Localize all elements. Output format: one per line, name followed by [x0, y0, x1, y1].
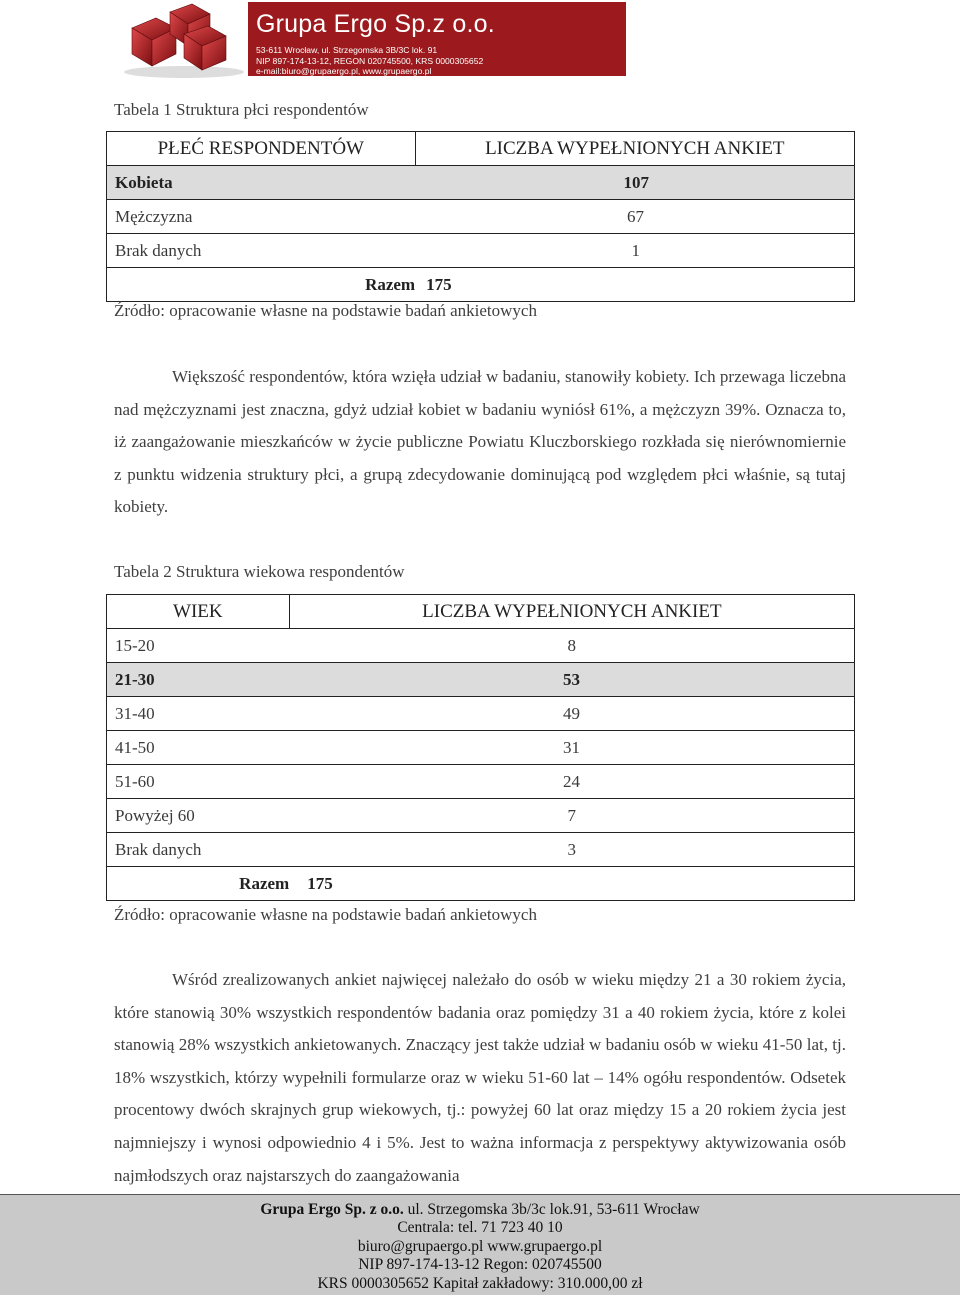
- row-label: 31-40: [107, 697, 290, 731]
- row-value: 107: [415, 166, 854, 200]
- paragraph-gender: [114, 361, 846, 524]
- footer-address: ul. Strzegomska 3b/3c lok.91, 53-611 Wrocław: [403, 1201, 700, 1218]
- table2-caption: Tabela 2 Struktura wiekowa respondentów: [114, 562, 405, 581]
- paragraph-text: Wśród zrealizowanych ankiet najwięcej należało do osób w wieku między 21 a 30 rokiem życia, które stanowią 30% wszystkich respondentów badania oraz pomiędzy 31 a 40 rokiem życia, które z kolei stanowią 28% wszystkich ankietowanych. Znaczący jest także udział w badaniu osób w wieku 41-50 lat, tj. 18% wszystkich, którzy wypełnili formularze oraz w wieku 51-60 lat – 14% ogółu respondentów. Odsetek procentowy dwóch skrajnych grup wiekowych, tj.: powyżej 60 lat oraz między 15 a 20 rokiem życia jest najmniejszy i wynosi odpowiednio 4 i 5%. Jest to ważna informacja z perspektywy aktywizowania osób najmłodszych oraz najstarszych do zaangażowania: [114, 970, 846, 1185]
- paragraph-text: Większość respondentów, która wzięła udział w badaniu, stanowiły kobiety. Ich przewaga liczebna nad mężczyznami jest znaczna, gdyż udział kobiet w badaniu wyniósł 61%, a mężczyzn 39%. Oznacza to, iż zaangażowanie mieszkańców w życie publiczne Powiatu Kluczborskiego rozkłada się nierównomiernie z punktu widzenia struktury płci, a grupą zdecydowanie dominującą pod względem płci właśnie, są tutaj kobiety.: [114, 367, 846, 517]
- row-label: 51-60: [107, 765, 290, 799]
- row-label: 21-30: [107, 663, 290, 697]
- total-row: [107, 268, 855, 302]
- row-label: 41-50: [107, 731, 290, 765]
- row-label: Kobieta: [107, 166, 416, 200]
- paragraph-age: [114, 964, 846, 1192]
- table-row: [107, 697, 855, 731]
- total-value: 175: [415, 268, 854, 302]
- age-table: [106, 594, 855, 901]
- row-value: 1: [415, 234, 854, 268]
- table-row: [107, 166, 855, 200]
- footer-web: biuro@grupaergo.pl www.grupaergo.pl: [357, 1237, 603, 1255]
- table-row: [107, 629, 855, 663]
- table-header-row: [107, 595, 855, 629]
- footer-phone: Centrala: tel. 71 723 40 10: [397, 1219, 563, 1237]
- company-logo: [118, 0, 510, 80]
- total-label: Razem: [107, 867, 290, 901]
- brand-ids: NIP 897-174-13-12, REGON 020745500, KRS 0000305652: [256, 55, 484, 66]
- row-value: 67: [415, 200, 854, 234]
- row-label: Powyżej 60: [107, 799, 290, 833]
- table-header-cell: WIEK: [107, 595, 290, 629]
- row-value: 24: [289, 765, 854, 799]
- table2-source: Źródło: opracowanie własne na podstawie badań ankietowych: [114, 905, 537, 924]
- brand-box: [248, 2, 626, 76]
- brand-contact: e-mail:biuro@grupaergo.pl, www.grupaergo.pl: [256, 66, 432, 77]
- gender-table: [106, 131, 855, 302]
- row-value: 7: [289, 799, 854, 833]
- total-row: [107, 867, 855, 901]
- table-row: [107, 765, 855, 799]
- brand-address: 53-611 Wrocław, ul. Strzegomska 3B/3C lok. 91: [256, 45, 438, 55]
- brand-name: Grupa Ergo Sp.z o.o.: [256, 10, 495, 38]
- table-row: [107, 663, 855, 697]
- row-value: 49: [289, 697, 854, 731]
- table-row: [107, 200, 855, 234]
- table-row: [107, 731, 855, 765]
- row-value: 3: [289, 833, 854, 867]
- footer-ids: NIP 897-174-13-12 Regon: 020745500: [358, 1256, 602, 1274]
- row-label: Brak danych: [107, 833, 290, 867]
- table-header-cell: LICZBA WYPEŁNIONYCH ANKIET: [289, 595, 854, 629]
- total-value: 175: [289, 867, 854, 901]
- brand-details: [256, 45, 483, 77]
- footer-company-line: [0, 1201, 960, 1219]
- row-label: Mężczyzna: [107, 200, 416, 234]
- row-value: 8: [289, 629, 854, 663]
- total-label: Razem: [107, 268, 416, 302]
- table-header-cell: LICZBA WYPEŁNIONYCH ANKIET: [415, 132, 854, 166]
- table-row: [107, 799, 855, 833]
- footer-company: Grupa Ergo Sp. z o.o.: [260, 1201, 404, 1218]
- page-footer: [0, 1194, 960, 1295]
- row-label: Brak danych: [107, 234, 416, 268]
- footer-krs: KRS 0000305652 Kapitał zakładowy: 310.000,00 zł: [317, 1274, 643, 1292]
- table-header-row: [107, 132, 855, 166]
- row-value: 31: [289, 731, 854, 765]
- table-row: [107, 833, 855, 867]
- row-value: 53: [289, 663, 854, 697]
- table-header-cell: PŁEĆ RESPONDENTÓW: [107, 132, 416, 166]
- cubes-logo-icon: [118, 0, 250, 80]
- table1-source: Źródło: opracowanie własne na podstawie badań ankietowych: [114, 301, 537, 320]
- row-label: 15-20: [107, 629, 290, 663]
- table1-caption: Tabela 1 Struktura płci respondentów: [114, 100, 369, 119]
- table-row: [107, 234, 855, 268]
